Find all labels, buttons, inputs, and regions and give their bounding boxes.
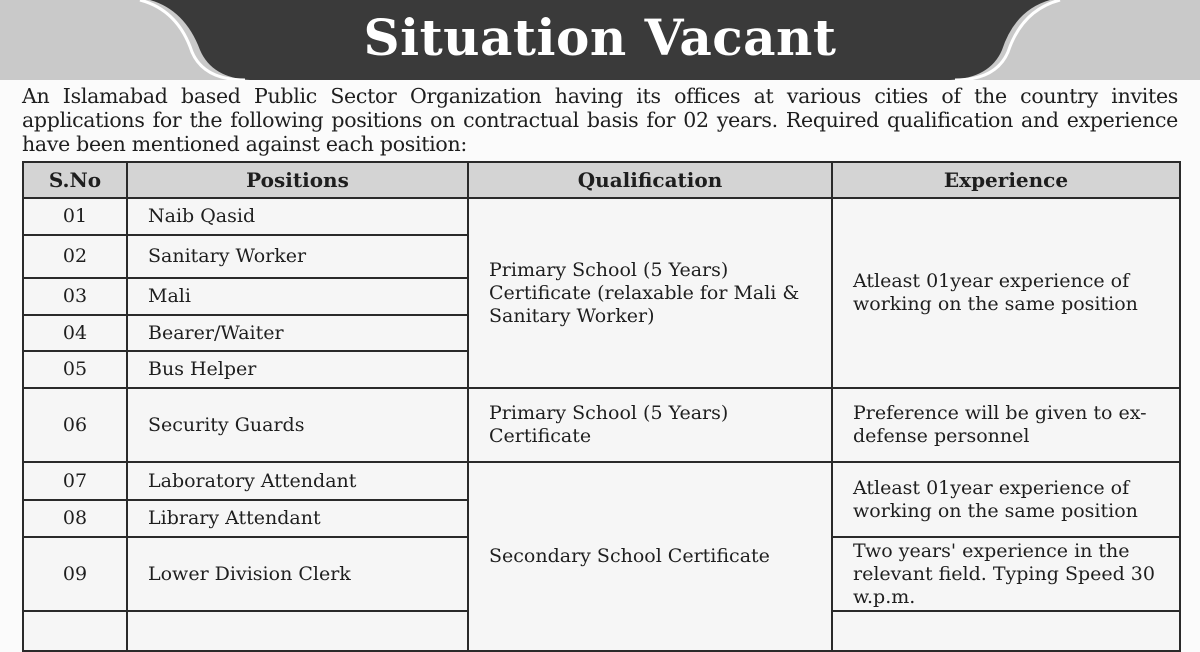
position-cell: Naib Qasid: [127, 198, 468, 235]
sno-cell: 04: [23, 315, 127, 351]
table-row: [23, 198, 1180, 235]
position-cell: Mali: [127, 278, 468, 315]
header-sno: S.No: [23, 162, 127, 198]
experience-cell: Atleast 01year experience of working on the same position: [832, 198, 1180, 388]
experience-cell: Atleast 01year experience of working on the same position: [832, 462, 1180, 537]
header-positions: Positions: [127, 162, 468, 198]
sno-cell: 02: [23, 235, 127, 278]
experience-cell: Preference will be given to ex-defense personnel: [832, 388, 1180, 462]
position-cell: Laboratory Attendant: [127, 462, 468, 500]
position-cell: Sanitary Worker: [127, 235, 468, 278]
position-cell: Library Attendant: [127, 500, 468, 537]
experience-cell: [832, 611, 1180, 651]
position-cell: Lower Division Clerk: [127, 537, 468, 611]
sno-cell: 03: [23, 278, 127, 315]
table-row: [23, 388, 1180, 462]
position-cell: Security Guards: [127, 388, 468, 462]
experience-cell: Two years' experience in the relevant field. Typing Speed 30 w.p.m.: [832, 537, 1180, 611]
header-qualification: Qualification: [468, 162, 832, 198]
qualification-cell: Primary School (5 Years) Certificate (relaxable for Mali & Sanitary Worker): [468, 198, 832, 388]
sno-cell: 08: [23, 500, 127, 537]
qualification-cell: Primary School (5 Years) Certificate: [468, 388, 832, 462]
sno-cell: 07: [23, 462, 127, 500]
positions-table: [22, 161, 1181, 652]
sno-cell: 01: [23, 198, 127, 235]
table-row: [23, 462, 1180, 500]
sno-cell: 05: [23, 351, 127, 388]
sno-cell: 09: [23, 537, 127, 611]
position-cell: Bus Helper: [127, 351, 468, 388]
table-header-row: [23, 162, 1180, 198]
intro-paragraph: An Islamabad based Public Sector Organization having its offices at various cities of the country invites applications for the following positions on contractual basis for 02 years. Required qualification and experience have been mentioned against each position:: [22, 84, 1178, 156]
sno-cell: [23, 611, 127, 651]
position-cell: [127, 611, 468, 651]
sno-cell: 06: [23, 388, 127, 462]
position-cell: Bearer/Waiter: [127, 315, 468, 351]
header-experience: Experience: [832, 162, 1180, 198]
page-title: Situation Vacant: [363, 8, 837, 67]
qualification-cell: Secondary School Certificate: [468, 462, 832, 651]
